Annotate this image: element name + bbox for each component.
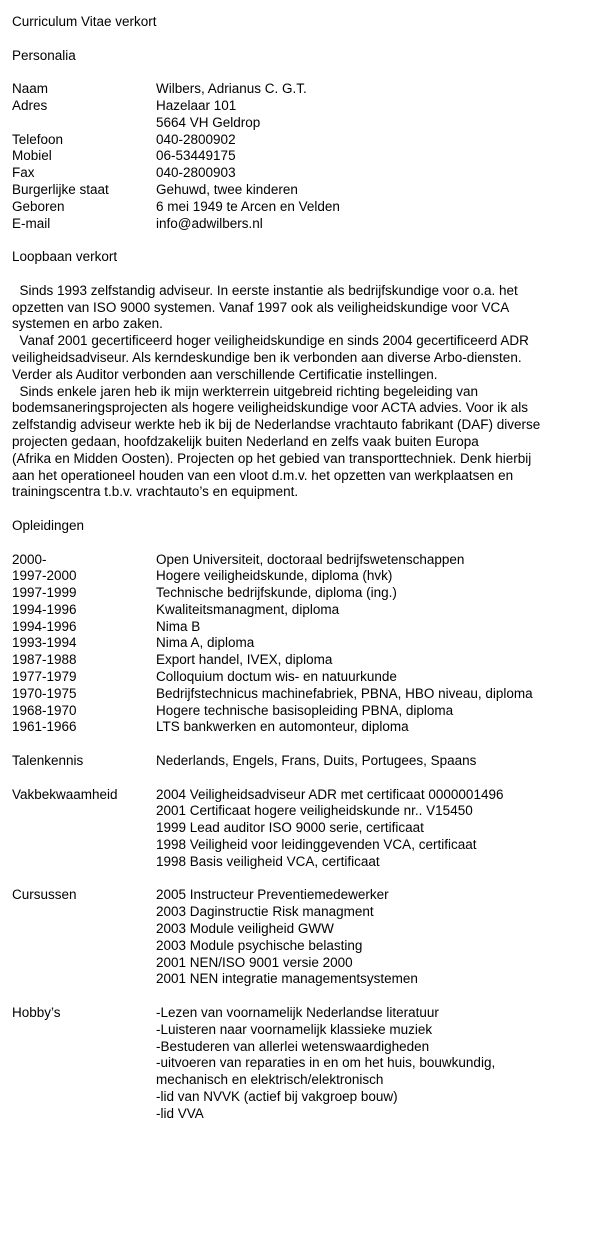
row-label: 1994-1996 [12, 601, 77, 617]
row-value: Kwaliteitsmanagment, diploma [156, 601, 340, 617]
table-row [12, 199, 588, 216]
text-line: -lid VVA [156, 1105, 204, 1121]
table-row [12, 182, 588, 199]
table-row [12, 568, 588, 585]
row-label: 2000- [12, 551, 47, 567]
table-row [12, 132, 588, 149]
table-row [12, 148, 588, 165]
row-values [156, 719, 588, 736]
text-line: 2003 Daginstructie Risk managment [156, 904, 374, 920]
text-line: -lid van NVVK (actief bij vakgroep bouw) [156, 1089, 398, 1104]
row-values [156, 585, 588, 602]
text-line: (Afrika en Midden Oosten). Projecten op het gebied van transporttechniek. Denk hierbij [12, 450, 532, 466]
row-label: Mobiel [12, 148, 52, 164]
row-value: 06-53449175 [156, 148, 236, 164]
table-row [12, 635, 588, 652]
hobbys-values [156, 1005, 588, 1123]
table-row [12, 552, 588, 569]
text-line: Sinds 1993 zelfstandig adviseur. In eerste instantie als bedrijfskundige voor o.a. het [12, 282, 518, 298]
row-values [156, 619, 588, 636]
row-value: Export handel, IVEX, diploma [156, 652, 333, 668]
row-values [156, 552, 588, 569]
talenkennis-values [156, 753, 588, 770]
vakbekwaamheid-values [156, 787, 588, 871]
text-line: zelfstandig adviseur werkte heb ik bij de Nederlandse vrachtauto fabrikant (DAF) diverse [12, 417, 541, 433]
row-values [156, 568, 588, 585]
text-line: projecten gedaan, hoofdzakelijk buiten Nederland en zelfs vaak buiten Europa [12, 433, 479, 449]
text-line: 1998 Veiligheid voor leidinggevenden VCA, certificaat [156, 837, 477, 853]
page-title: Curriculum Vitae verkort [12, 14, 157, 29]
vakbekwaamheid-row [12, 787, 588, 871]
text-line: trainingscentra t.b.v. vrachtauto’s en equipment. [12, 484, 299, 500]
row-label: E-mail [12, 215, 51, 231]
opleidingen-table [12, 552, 588, 737]
table-row [12, 619, 588, 636]
row-label: 1993-1994 [12, 635, 77, 651]
row-label: 1994-1996 [12, 618, 77, 634]
vakbekwaamheid-label: Vakbekwaamheid [12, 786, 118, 802]
row-label: 1997-2000 [12, 568, 77, 584]
text-line: 2001 NEN integratie managementsystemen [156, 971, 418, 987]
row-value: 040-2800902 [156, 131, 236, 147]
text-line: -uitvoeren van reparaties in en om het huis, bouwkundig, [156, 1055, 496, 1071]
table-row [12, 98, 588, 132]
row-values [156, 182, 588, 199]
personalia-table [12, 81, 588, 232]
row-values [156, 199, 588, 216]
row-values [156, 98, 588, 132]
row-value: Technische bedrijfskunde, diploma (ing.) [156, 585, 397, 601]
text-line: 2004 Veiligheidsadviseur ADR met certificaat 0000001496 [156, 786, 504, 802]
text-line: -Lezen van voornamelijk Nederlandse literatuur [156, 1005, 439, 1021]
text-line: 2003 Module veiligheid GWW [156, 921, 334, 937]
text-line: veiligheidsadviseur. Als kerndeskundige ben ik verbonden aan diverse Arbo-diensten. [12, 349, 522, 365]
row-value: 6 mei 1949 te Arcen en Velden [156, 198, 340, 214]
text-line: -Bestuderen van allerlei wetenswaardigheden [156, 1038, 430, 1054]
text-line: bodemsaneringsprojecten als hogere veiligheidskundige voor ACTA advies. Voor ik als [12, 400, 529, 416]
row-value: LTS bankwerken en automonteur, diploma [156, 719, 409, 735]
text-line: 2005 Instructeur Preventiemedewerker [156, 887, 389, 903]
row-value: Colloquium doctum wis- en natuurkunde [156, 669, 397, 685]
text-line: Nederlands, Engels, Frans, Duits, Portugees, Spaans [156, 753, 477, 769]
section-heading-personalia: Personalia [12, 47, 76, 63]
table-row [12, 703, 588, 720]
table-row [12, 719, 588, 736]
table-row [12, 165, 588, 182]
row-label: 1970-1975 [12, 685, 77, 701]
text-line: 2003 Module psychische belasting [156, 937, 363, 953]
table-row [12, 81, 588, 98]
row-label: Adres [12, 97, 48, 113]
row-values [156, 686, 588, 703]
row-values [156, 216, 588, 233]
text-line: Sinds enkele jaren heb ik mijn werkterrein uitgebreid richting begeleiding van [12, 383, 479, 399]
row-values [156, 669, 588, 686]
talenkennis-row [12, 753, 588, 770]
text-line: Vanaf 2001 gecertificeerd hoger veiligheidskundige en sinds 2004 gecertificeerd ADR [12, 333, 529, 349]
row-value: Hazelaar 101 [156, 97, 237, 113]
row-values [156, 165, 588, 182]
hobbys-row [12, 1005, 588, 1123]
row-label: Naam [12, 81, 49, 97]
text-line: aan het operationeel houden van een vloot d.m.v. het opzetten van werkplaatsen en [12, 467, 514, 483]
row-label: Fax [12, 165, 35, 181]
text-line: 1999 Lead auditor ISO 9000 serie, certificaat [156, 820, 424, 836]
row-values [156, 148, 588, 165]
row-label: Geboren [12, 198, 65, 214]
row-values [156, 635, 588, 652]
row-values [156, 652, 588, 669]
row-value: Gehuwd, twee kinderen [156, 181, 298, 197]
table-row [12, 669, 588, 686]
row-value: 5664 VH Geldrop [156, 114, 261, 130]
section-heading-opleidingen: Opleidingen [12, 517, 85, 533]
row-value: Nima B [156, 618, 201, 634]
row-value: Open Universiteit, doctoraal bedrijfswetenschappen [156, 551, 465, 567]
row-label: Burgerlijke staat [12, 181, 109, 197]
table-row [12, 602, 588, 619]
row-value: info@adwilbers.nl [156, 215, 263, 231]
cursussen-row [12, 887, 588, 988]
row-value: Nima A, diploma [156, 635, 255, 651]
row-values [156, 81, 588, 98]
talenkennis-label: Talenkennis [12, 753, 84, 769]
row-value: Hogere technische basisopleiding PBNA, diploma [156, 702, 454, 718]
text-line: 2001 Certificaat hogere veiligheidskunde nr.. V15450 [156, 803, 473, 819]
row-values [156, 703, 588, 720]
table-row [12, 686, 588, 703]
row-value: Hogere veiligheidskunde, diploma (hvk) [156, 568, 393, 584]
row-label: 1987-1988 [12, 652, 77, 668]
row-label: 1997-1999 [12, 585, 77, 601]
row-label: Telefoon [12, 131, 64, 147]
section-heading-loopbaan: Loopbaan verkort [12, 249, 118, 265]
hobbys-label: Hobby’s [12, 1005, 61, 1021]
loopbaan-paragraph [12, 283, 582, 501]
row-values [156, 132, 588, 149]
row-value: Bedrijfstechnicus machinefabriek, PBNA, HBO niveau, diploma [156, 685, 533, 701]
row-label: 1977-1979 [12, 669, 77, 685]
table-row [12, 216, 588, 233]
text-line: -Luisteren naar voornamelijk klassieke muziek [156, 1021, 433, 1037]
row-values [156, 602, 588, 619]
text-line: systemen en arbo zaken. [12, 316, 163, 332]
cursussen-label: Cursussen [12, 887, 77, 903]
table-row [12, 585, 588, 602]
row-label: 1968-1970 [12, 702, 77, 718]
row-value: Wilbers, Adrianus C. G.T. [156, 81, 307, 97]
text-line: mechanisch en elektrisch/elektronisch [156, 1072, 384, 1088]
row-label: 1961-1966 [12, 719, 77, 735]
text-line: Verder als Auditor verbonden aan verschillende Certificatie instellingen. [12, 366, 438, 382]
cursussen-values [156, 887, 588, 988]
table-row [12, 652, 588, 669]
text-line: opzetten van ISO 9000 systemen. Vanaf 1997 ook als veiligheidskundige voor VCA [12, 299, 510, 315]
text-line: 1998 Basis veiligheid VCA, certificaat [156, 853, 380, 869]
row-value: 040-2800903 [156, 165, 236, 181]
text-line: 2001 NEN/ISO 9001 versie 2000 [156, 954, 353, 970]
